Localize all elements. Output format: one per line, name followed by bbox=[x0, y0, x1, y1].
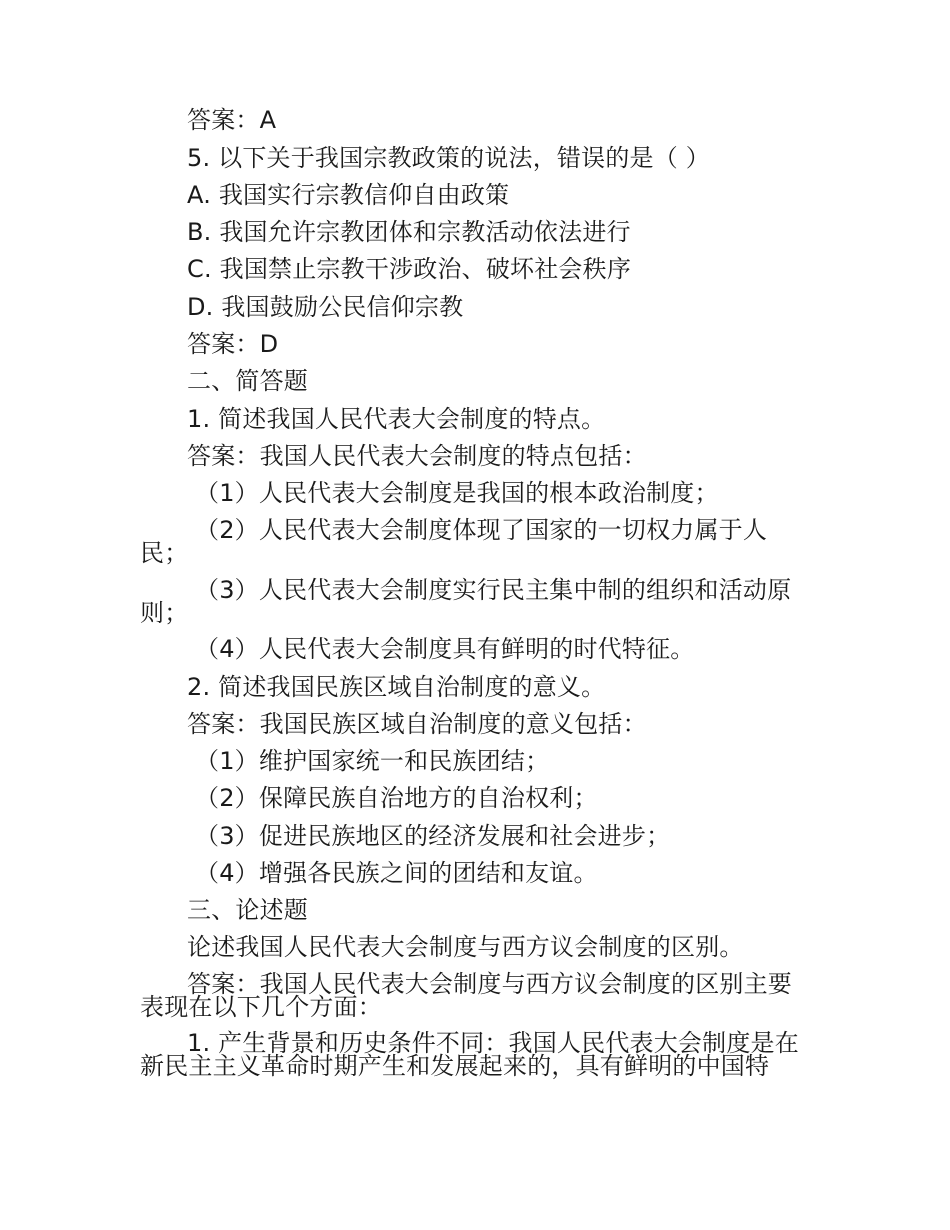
answer-point: （4）增强各民族之间的团结和友谊。 bbox=[195, 859, 598, 887]
answer-point: （2）保障民族自治地方的自治权利； bbox=[195, 784, 598, 812]
section-heading: 三、论述题 bbox=[187, 896, 308, 924]
answer-point-continuation: 民； bbox=[140, 539, 189, 567]
answer-point: （4）人民代表大会制度具有鲜明的时代特征。 bbox=[195, 635, 695, 663]
short-question-1: 1. 简述我国人民代表大会制度的特点。 bbox=[187, 405, 606, 433]
question-5: 5. 以下关于我国宗教政策的说法，错误的是（ ） bbox=[187, 144, 710, 172]
essay-question: 论述我国人民代表大会制度与西方议会制度的区别。 bbox=[187, 933, 744, 961]
option-d: D. 我国鼓励公民信仰宗教 bbox=[187, 293, 464, 321]
answer-point: （3）人民代表大会制度实行民主集中制的组织和活动原 bbox=[195, 576, 792, 604]
answer-point: （1）人民代表大会制度是我国的根本政治制度； bbox=[195, 479, 719, 507]
essay-point-continuation: 新民主主义革命时期产生和发展起来的，具有鲜明的中国特 bbox=[140, 1052, 770, 1080]
answer-point: （3）促进民族地区的经济发展和社会进步； bbox=[195, 822, 671, 850]
option-c: C. 我国禁止宗教干涉政治、破坏社会秩序 bbox=[187, 255, 632, 283]
answer-line: 答案：A bbox=[187, 106, 277, 134]
essay-answer-continuation: 表现在以下几个方面： bbox=[140, 993, 382, 1021]
answer-point: （1）维护国家统一和民族团结； bbox=[195, 747, 550, 775]
answer-intro: 答案：我国人民代表大会制度的特点包括： bbox=[187, 442, 647, 470]
answer-intro: 答案：我国民族区域自治制度的意义包括： bbox=[187, 710, 647, 738]
section-heading: 二、简答题 bbox=[187, 367, 308, 395]
answer-point-continuation: 则； bbox=[140, 599, 189, 627]
answer-line: 答案：D bbox=[187, 330, 279, 358]
option-a: A. 我国实行宗教信仰自由政策 bbox=[187, 181, 510, 209]
answer-point: （2）人民代表大会制度体现了国家的一切权力属于人 bbox=[195, 516, 768, 544]
short-question-2: 2. 简述我国民族区域自治制度的意义。 bbox=[187, 673, 606, 701]
option-b: B. 我国允许宗教团体和宗教活动依法进行 bbox=[187, 218, 631, 246]
essay-point: 1. 产生背景和历史条件不同：我国人民代表大会制度是在 bbox=[187, 1029, 799, 1057]
essay-answer: 答案：我国人民代表大会制度与西方议会制度的区别主要 bbox=[187, 970, 792, 998]
